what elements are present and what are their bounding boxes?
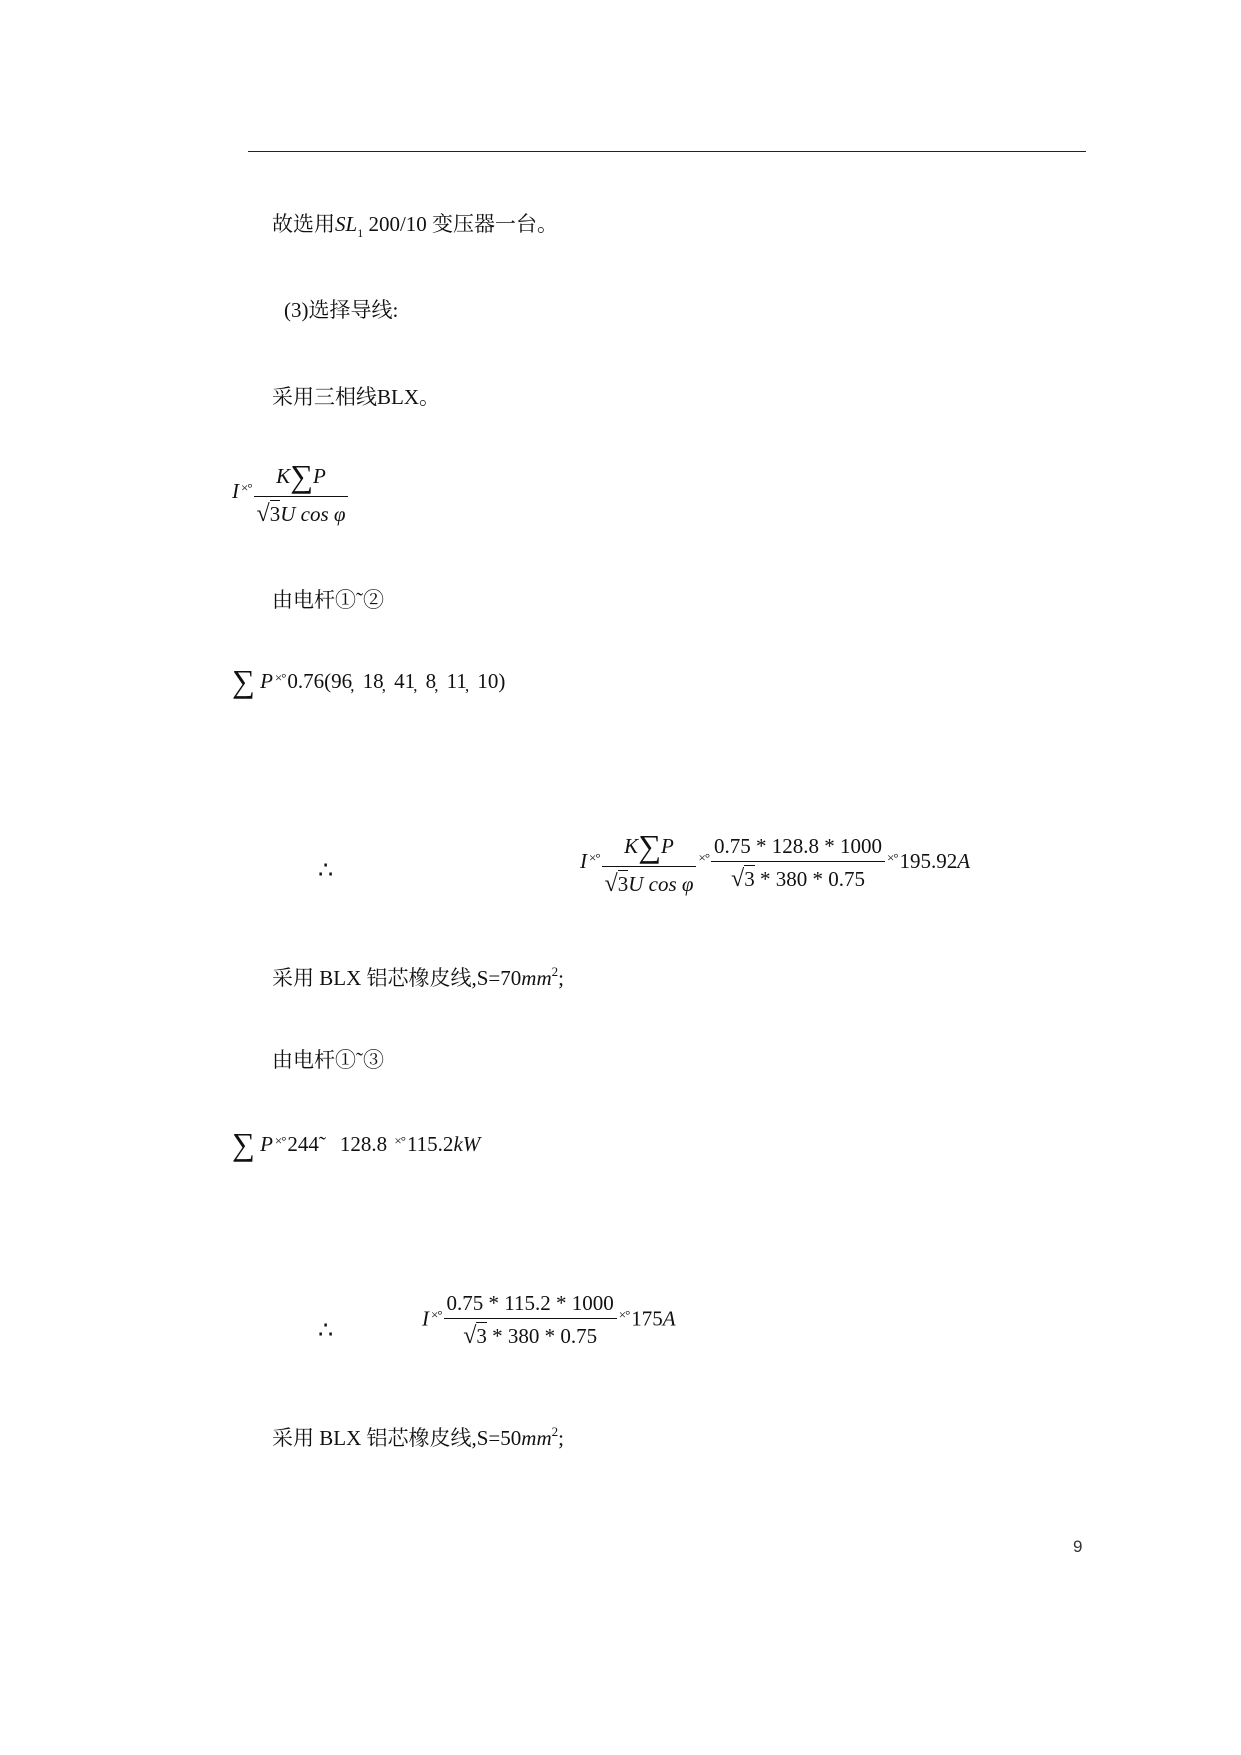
therefore-symbol: ∴ (318, 1318, 334, 1344)
para7-suffix: ; (558, 1426, 564, 1450)
page-number: 9 (1073, 1537, 1083, 1556)
relation-symbol: ×° (431, 1307, 442, 1323)
k-symbol: K (624, 834, 639, 858)
p-symbol: P (260, 1132, 273, 1156)
current-formula (232, 460, 348, 526)
para1-suffix: 变压器一台。 (432, 212, 559, 236)
numeric-fraction (444, 1293, 617, 1348)
transformer-subscript: 1 (357, 226, 364, 240)
current-unit: A (957, 848, 971, 873)
sqrt-symbol: √3 (463, 1323, 487, 1349)
numeric-denominator-rest: * 380 * 0.75 (486, 1324, 598, 1348)
pole-range-1-3: 由电杆①˜③ (272, 1048, 384, 1072)
relation-symbol: ×° (589, 849, 600, 865)
sqrt-symbol: √3 (256, 501, 281, 527)
sum-symbol: ∑ (638, 828, 661, 864)
power-unit: kW (453, 1132, 481, 1156)
numeric-denominator-rest: * 380 * 0.75 (754, 866, 865, 891)
power-sum-formula-2 (232, 1128, 480, 1160)
area-unit: mm (521, 966, 552, 990)
header-rule (248, 151, 1086, 152)
sqrt-radicand: 3 (744, 866, 755, 891)
sqrt-radicand: 3 (476, 1324, 487, 1348)
current-value: 195.92 (899, 848, 958, 873)
numeric-fraction (711, 833, 885, 892)
para7-prefix: 采用 BLX 铝芯橡皮线,S=50 (272, 1426, 522, 1450)
numeric-numerator: 0.75 * 128.8 * 1000 (711, 836, 885, 862)
relation-symbol: ×° (274, 1133, 286, 1148)
relation-symbol: ×° (698, 849, 710, 865)
current-fraction (254, 460, 349, 526)
sum-symbol: ∑ (290, 458, 313, 494)
current-calculation-1 (580, 830, 970, 896)
current-value: 175 (631, 1306, 663, 1331)
symbolic-fraction (602, 830, 697, 896)
k-symbol: K (276, 464, 291, 488)
relation-symbol: ×° (394, 1133, 405, 1148)
therefore-symbol: ∴ (318, 858, 334, 884)
wire-type-paragraph: 采用三相线BLX。 (272, 385, 440, 409)
pole-range-1-2: 由电杆①˜② (272, 588, 384, 612)
relation-symbol: ×° (618, 1307, 630, 1323)
relation-symbol: ×° (887, 849, 898, 865)
sqrt-radicand: 3 (269, 502, 281, 526)
denominator-rest: U cos φ (280, 502, 346, 526)
area-unit: mm (521, 1426, 552, 1450)
sum-symbol: ∑ (232, 1126, 255, 1162)
current-symbol: I (422, 1306, 429, 1331)
transformer-model: 200/10 (368, 212, 427, 236)
current-symbol: I (580, 848, 587, 873)
section-heading-select-wire: (3)选择导线: (284, 298, 399, 322)
para5-suffix: ; (558, 966, 564, 990)
sum-symbol: ∑ (232, 663, 255, 699)
power-result-value: 115.2 (406, 1132, 454, 1156)
relation-symbol: ×° (274, 670, 286, 685)
transformer-symbol: SL (335, 212, 358, 236)
current-calculation-2 (422, 1293, 676, 1348)
sqrt-symbol: √3 (731, 865, 755, 892)
p-symbol: P (661, 834, 674, 858)
denominator-rest: U cos φ (628, 872, 694, 896)
power-sum-expression: 0.76(96̦ 18̦ 41̦ 8̦ 11̦ 10) (287, 669, 506, 693)
p-symbol: P (260, 669, 273, 693)
para5-prefix: 采用 BLX 铝芯橡皮线,S=70 (272, 966, 522, 990)
current-symbol: I (232, 478, 239, 503)
total-power-value: 244̃ (287, 1132, 319, 1156)
power-sum-formula-1 (232, 665, 505, 697)
current-unit: A (662, 1306, 676, 1331)
para1-prefix: 故选用 (272, 212, 335, 236)
area-exponent: 2 (551, 964, 559, 979)
subtracted-power-value: 128.8 (339, 1132, 388, 1156)
p-symbol: P (313, 464, 326, 488)
sqrt-radicand: 3 (617, 872, 629, 896)
wire-spec-50 (272, 1425, 564, 1449)
area-exponent: 2 (551, 1424, 559, 1439)
transformer-selection-paragraph (272, 214, 558, 239)
wire-spec-70 (272, 965, 564, 989)
sqrt-symbol: √3 (604, 871, 629, 897)
relation-symbol: ×° (241, 479, 252, 495)
numeric-numerator: 0.75 * 115.2 * 1000 (444, 1293, 617, 1319)
